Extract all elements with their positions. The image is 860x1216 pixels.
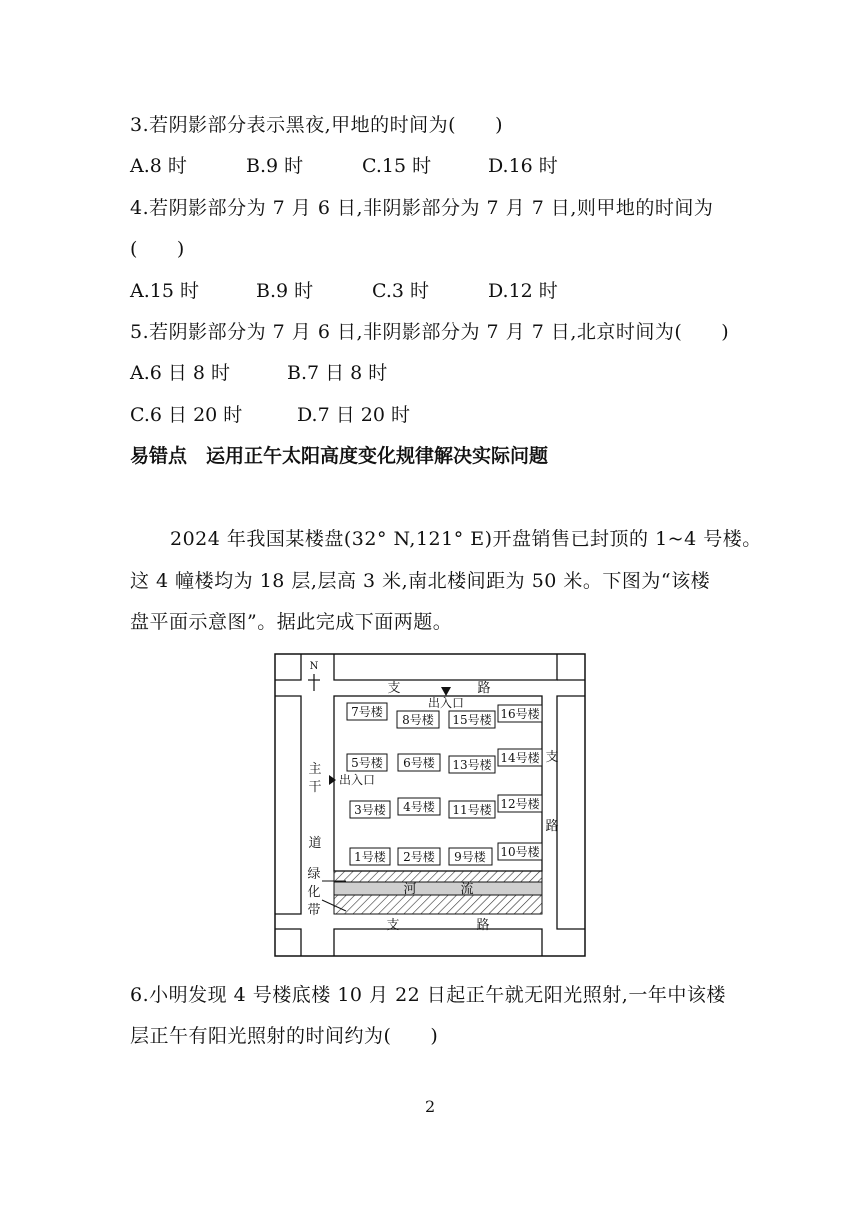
entrance-left-label: 出入口 [339,773,376,787]
entrance-top-label: 出入口 [427,696,465,710]
q6-stem-line2: 层正午有阳光照射的时间约为( ) [130,1025,439,1047]
building-12-label: 12号楼 [500,797,540,811]
q3-option-a: A.8 时 [130,155,187,177]
river-label-1: 河 [403,882,417,897]
passage-line2: 这 4 幢楼均为 18 层,层高 3 米,南北楼间距为 50 米。下图为“该楼 [130,570,711,592]
right-road-label-2: 路 [545,819,559,834]
bottom-road-label-1: 支 [386,918,400,933]
building-11-label: 11号楼 [452,803,492,817]
building-13-label: 13号楼 [452,758,492,772]
building-3-label: 3号楼 [354,803,386,817]
q5-option-a: A.6 日 8 时 [130,362,231,384]
building-15-label: 15号楼 [452,713,492,727]
q4-stem-line2: ( ) [130,238,185,260]
building-6-label: 6号楼 [403,756,435,770]
building-8-label: 8号楼 [402,713,434,727]
section-heading: 易错点 运用正午太阳高度变化规律解决实际问题 [130,445,549,467]
top-road-label-2: 路 [477,681,491,696]
q6-stem-line1: 6.小明发现 4 号楼底楼 10 月 22 日起正午就无阳光照射,一年中该楼 [130,984,726,1006]
q3-option-b: B.9 时 [246,155,304,177]
main-road-label-1: 主 [308,762,322,777]
building-2-label: 2号楼 [403,850,435,864]
building-9-label: 9号楼 [454,850,486,864]
building-5-label: 5号楼 [351,756,383,770]
passage-line3: 盘平面示意图”。据此完成下面两题。 [130,611,453,633]
north-label: N [309,661,319,672]
property-plan-map [274,653,586,958]
main-road-label-2: 干 [308,780,322,795]
river [334,882,542,895]
building-7-label: 7号楼 [351,705,383,719]
q3-stem: 3.若阴影部分表示黑夜,甲地的时间为( ) [130,114,503,136]
q3-option-c: C.15 时 [362,155,432,177]
q3-option-d: D.16 时 [488,155,558,177]
q5-stem: 5.若阴影部分为 7 月 6 日,非阴影部分为 7 月 7 日,北京时间为( ) [130,321,730,343]
main-road-label-3: 道 [308,836,322,851]
q4-stem-line1: 4.若阴影部分为 7 月 6 日,非阴影部分为 7 月 7 日,则甲地的时间为 [130,197,714,219]
building-16-label: 16号楼 [500,707,540,721]
building-1-label: 1号楼 [354,850,386,864]
page-number: 2 [425,1097,436,1116]
q5-option-b: B.7 日 8 时 [287,362,388,384]
q4-option-c: C.3 时 [372,280,430,302]
green-belt-north [334,871,542,882]
green-belt-label-3: 带 [307,903,321,918]
building-14-label: 14号楼 [500,751,540,765]
green-belt-south [334,895,542,914]
q4-option-a: A.15 时 [130,280,199,302]
green-belt-label-1: 绿 [307,867,321,882]
bottom-road-label-2: 路 [476,918,490,933]
q4-option-b: B.9 时 [256,280,314,302]
river-label-2: 流 [460,882,474,897]
building-10-label: 10号楼 [500,845,540,859]
q4-option-d: D.12 时 [488,280,558,302]
top-road-label-1: 支 [387,681,401,696]
green-belt-label-2: 化 [307,885,321,900]
q5-option-c: C.6 日 20 时 [130,404,243,426]
building-4-label: 4号楼 [403,800,435,814]
passage-line1: 2024 年我国某楼盘(32° N,121° E)开盘销售已封顶的 1~4 号楼。 [170,528,762,550]
right-road-label-1: 支 [545,750,559,765]
q5-option-d: D.7 日 20 时 [297,404,410,426]
